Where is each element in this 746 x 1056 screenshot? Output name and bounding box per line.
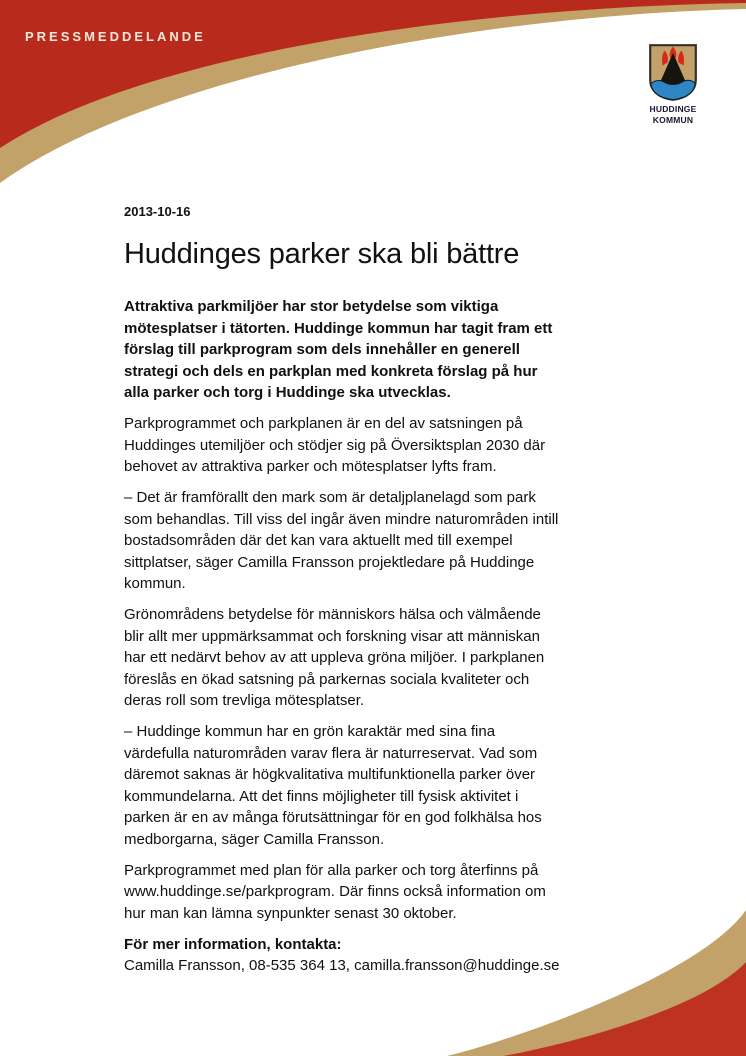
crest-icon [649, 44, 697, 101]
logo-text-line1: HUDDINGE [649, 104, 697, 114]
footer-swoosh [0, 906, 746, 1056]
press-release-body [124, 0, 564, 977]
contact-line: Camilla Fransson, 08-535 364 13, camilla.fransson@huddinge.se [124, 957, 560, 974]
huddinge-kommun-logo [644, 44, 702, 125]
headline: Huddinges parker ska bli bättre [124, 238, 520, 270]
body-paragraph-1: Parkprogrammet och parkplanen är en del av satsningen på Huddinges utemiljöer och stödjer sig på Översiktsplan 2030 där behovet av attraktiva parker och mötesplatser lyfts fram. [124, 415, 546, 475]
lead-paragraph: Attraktiva parkmiljöer har stor betydelse som viktiga mötesplatser i tätorten. Huddinge kommun har tagit fram ett förslag till parkprogram som dels innehåller en generell strategi och dels en parkplan med konkreta förslag på hur alla parker och torg i Huddinge ska utvecklas. [124, 298, 553, 401]
contact-heading: För mer information, kontakta: [124, 935, 342, 953]
body-paragraph-5: Parkprogrammet med plan för alla parker och torg återfinns på www.huddinge.se/parkprogram. Där finns också information om hur man kan lämna synpunkter senast 30 oktober. [124, 861, 546, 922]
release-date: 2013-10-16 [124, 204, 191, 219]
press-release-label: PRESSMEDDELANDE [25, 29, 206, 44]
body-paragraph-2: – Det är framförallt den mark som är detaljplanelagd som park som behandlas. Till viss del ingår även mindre naturområden intill bostadsområden där det kan vara aktuellt med till exempel sittplatser, säger Camilla Fransson projektledare på Huddinge kommun. [124, 489, 559, 592]
body-paragraph-3: Grönområdens betydelse för människors hälsa och välmående blir allt mer uppmärksammat och forskning visar att människan har ett nedärvt behov av att uppleva gröna miljöer. I parkplanen föreslås en ökad satsning på parkernas sociala kvaliteter och deras roll som trevliga mötesplatser. [124, 606, 545, 709]
logo-text-line2: KOMMUN [652, 114, 694, 125]
body-paragraph-4: – Huddinge kommun har en grön karaktär med sina fina värdefulla naturområden varav flera är naturreservat. Vad som däremot saknas är högkvalitativa multifunktionella parker över kommundelarna. Att det finns möjligheter till fysisk aktivitet i parken är en av många förutsättningar för en god folkhälsa hos medborgarna, säger Camilla Fransson. [124, 723, 542, 848]
